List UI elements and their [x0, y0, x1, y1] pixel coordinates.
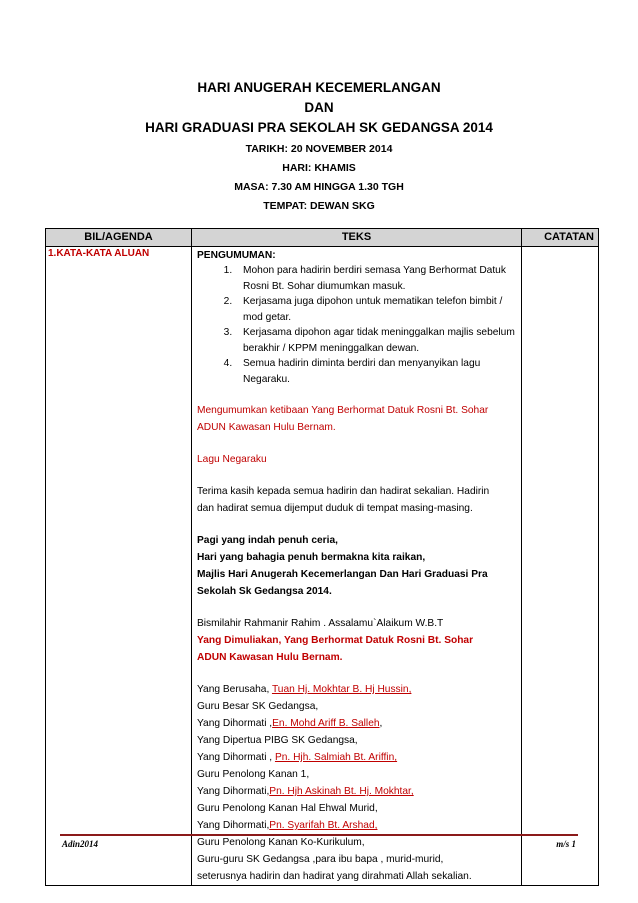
list-item: 3. Kerjasama dipohon agar tidak meninggalkan majlis sebelum berakhir / KPPM meninggalkan dewan.: [235, 325, 517, 356]
dignitary-name: Pn. Syarifah Bt. Arshad,: [269, 820, 378, 831]
dignitary-name: Tuan Hj. Mokhtar B. Hj Hussin,: [271, 684, 412, 695]
ketibaan-line: ADUN Kawasan Hulu Bernam.: [197, 422, 336, 433]
salutation-role: Guru Besar SK Gedangsa,: [197, 701, 319, 712]
salutation-line: Yang Dihormati,Pn. Syarifah Bt. Arshad,: [197, 820, 378, 831]
event-title: HARI ANUGERAH KECEMERLANGAN: [197, 80, 441, 95]
closing-line: Guru-guru SK Gedangsa ,para ibu bapa , murid-murid,: [197, 854, 444, 865]
dimuliakan-line: ADUN Kawasan Hulu Bernam.: [197, 652, 343, 663]
salutation-line: Yang Dihormati , Pn. Hjh. Salmiah Bt. Ariffin,: [197, 752, 398, 763]
teks-cell: [192, 247, 522, 886]
pantun-line: Sekolah Sk Gedangsa 2014.: [197, 586, 332, 597]
salutation-line: Yang Berusaha, Tuan Hj. Mokhtar B. Hj Hussin,: [197, 684, 412, 695]
dignitary-name: Pn. Hjh. Salmiah Bt. Ariffin,: [274, 752, 398, 763]
lagu-negaraku: Lagu Negaraku: [197, 454, 267, 465]
dimuliakan-line: Yang Dimuliakan, Yang Berhormat Datuk Rosni Bt. Sohar: [197, 635, 474, 646]
table-header-row: [46, 229, 599, 247]
terima-kasih-line: dan hadirat semua dijemput duduk di tempat masing-masing.: [197, 503, 473, 514]
event-date: TARIKH: 20 NOVEMBER 2014: [245, 143, 393, 155]
list-item: 1. Mohon para hadirin berdiri semasa Yang Berhormat Datuk Rosni Bt. Sohar diumumkan masuk.: [235, 263, 517, 294]
footer-divider: [60, 834, 578, 836]
event-day: HARI: KHAMIS: [282, 162, 356, 174]
salutation-role: Yang Dipertua PIBG SK Gedangsa,: [197, 735, 358, 746]
salutation-role: Guru Penolong Kanan Hal Ehwal Murid,: [197, 803, 378, 814]
pengumuman-heading: PENGUMUMAN:: [197, 250, 276, 261]
terima-kasih-line: Terima kasih kepada semua hadirin dan hadirat sekalian. Hadirin: [197, 486, 490, 497]
agenda-table: [45, 228, 599, 886]
bil-cell: [46, 247, 192, 886]
page-number: m/s 1: [556, 839, 576, 849]
footer-author: Adin2014: [62, 839, 99, 849]
list-item: 4. Semua hadirin diminta berdiri dan menyanyikan lagu Negaraku.: [235, 356, 517, 387]
dignitary-name: En. Mohd Ariff B. Salleh: [272, 718, 380, 729]
salutation-role: Guru Penolong Kanan 1,: [197, 769, 310, 780]
salutation-line: Yang Dihormati,Pn. Hjh Askinah Bt. Hj. Mokhtar,: [197, 786, 414, 797]
salutation-role: Guru Penolong Kanan Ko-Kurikulum,: [197, 837, 365, 848]
column-header-teks: TEKS: [192, 229, 522, 247]
announcement-list: [197, 263, 517, 387]
event-subtitle: HARI GRADUASI PRA SEKOLAH SK GEDANGSA 2014: [145, 120, 493, 135]
column-header-catatan: CATATAN: [522, 229, 599, 247]
catatan-cell: [522, 247, 599, 886]
list-item: 2. Kerjasama juga dipohon untuk mematikan telefon bimbit / mod getar.: [235, 294, 517, 325]
dignitary-name: Pn. Hjh Askinah Bt. Hj. Mokhtar,: [269, 786, 414, 797]
pantun-line: Hari yang bahagia penuh bermakna kita raikan,: [197, 552, 426, 563]
agenda-item-label: 1.KATA-KATA ALUAN: [48, 248, 150, 259]
event-time: MASA: 7.30 AM HINGGA 1.30 TGH: [234, 181, 404, 193]
bismillah-line: Bismilahir Rahmanir Rahim . Assalamu`Alaikum W.B.T: [197, 618, 444, 629]
event-venue: TEMPAT: DEWAN SKG: [263, 200, 375, 212]
pantun-line: Majlis Hari Anugerah Kecemerlangan Dan Hari Graduasi Pra: [197, 569, 488, 580]
salutation-line: Yang Dihormati ,En. Mohd Ariff B. Salleh,: [197, 718, 383, 729]
ketibaan-line: Mengumumkan ketibaan Yang Berhormat Datuk Rosni Bt. Sohar: [197, 405, 489, 416]
event-title-connector: DAN: [304, 100, 334, 115]
column-header-bil: BIL/AGENDA: [46, 229, 192, 247]
closing-line: seterusnya hadirin dan hadirat yang dirahmati Allah sekalian.: [197, 871, 472, 882]
table-row: [46, 247, 599, 886]
pantun-line: Pagi yang indah penuh ceria,: [197, 535, 338, 546]
document-header: [0, 78, 638, 216]
